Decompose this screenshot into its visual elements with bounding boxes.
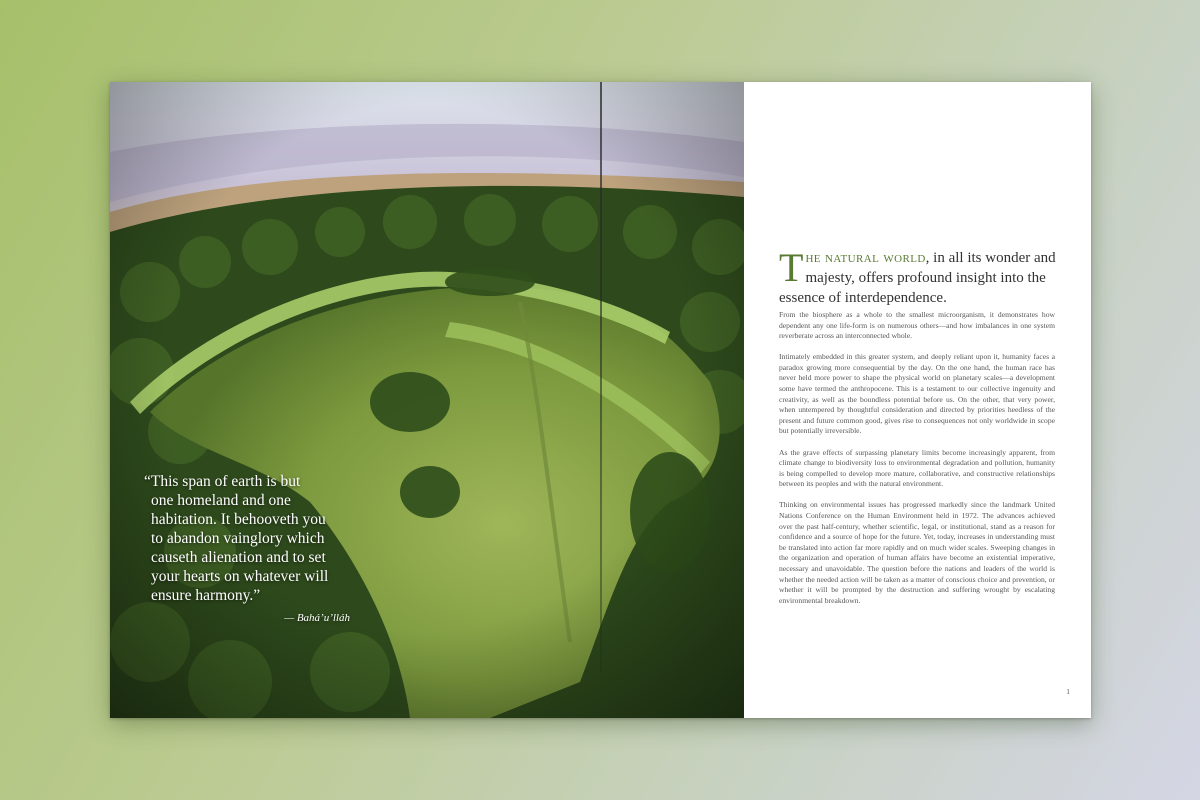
heading-rest: , in all its wonder and majesty, offers profound insight into the essence of interdependence. <box>779 250 1056 306</box>
aerial-forest-photo <box>110 82 744 718</box>
heading-small-caps: he natural world <box>805 250 926 266</box>
magazine-spread <box>110 82 1091 718</box>
drop-cap: T <box>779 245 804 290</box>
opening-heading <box>779 245 1069 308</box>
quote-text: “This span of earth is but one homeland and one habitation. It behooveth you to abandon vainglory which causeth alienation and to set your hearts on whatever will ensure harmony.” <box>144 473 329 604</box>
paragraph-3: As the grave effects of surpassing planetary limits become increasingly apparent, from climate change to biodiversity loss to environmental degradation and pollution, humanity is being compelled to develop more mature, collaborative, and constructive relationships between its peoples and with the natural environment. <box>779 447 1055 489</box>
text-page <box>744 82 1091 718</box>
page-fold-line <box>600 82 602 672</box>
quote-attribution: — Bahá’u’lláh <box>284 612 350 624</box>
paragraph-2: Intimately embedded in this greater system, and deeply reliant upon it, humanity faces a paradox growing more consequential by the day. On the one hand, the human race has never held more power to shape the physical world on planetary scales—a development some have termed the anthropocene. This is a testament to our collective ingenuity and creativity, as well as the boundless potential before us. On the other, that very power, when untempered by thoughtful consideration and directed by priorities heedless of the present and future common good, gives rise to consequences not only worldwide in scope but potentially irreversible. <box>779 352 1055 436</box>
body-text <box>779 310 1055 617</box>
page-number: 1 <box>1066 687 1070 696</box>
pull-quote <box>144 472 354 628</box>
paragraph-4: Thinking on environmental issues has progressed markedly since the landmark United Nations Conference on the Human Environment held in 1972. The advances achieved over the past half-century, whether scientific, legal, or institutional, stand as a reason for confidence and a source of hope for the future. Yet, today, increases in understanding must be translated into action far more rapidly and on much wider scales. Sweeping changes in the organization and operation of human affairs have become an existential imperative, necessary and unavoidable. The question before the nations and leaders of the world is whether the needed action will be taken as a matter of conscious choice and prevention, or whether it will be prompted by the destruction and suffering wrought by escalating environmental breakdown. <box>779 500 1055 605</box>
paragraph-1: From the biosphere as a whole to the smallest microorganism, it demonstrates how dependent any one life-form is on numerous others—and how imbalances in one system reverberate across an interconnected whole. <box>779 310 1055 341</box>
